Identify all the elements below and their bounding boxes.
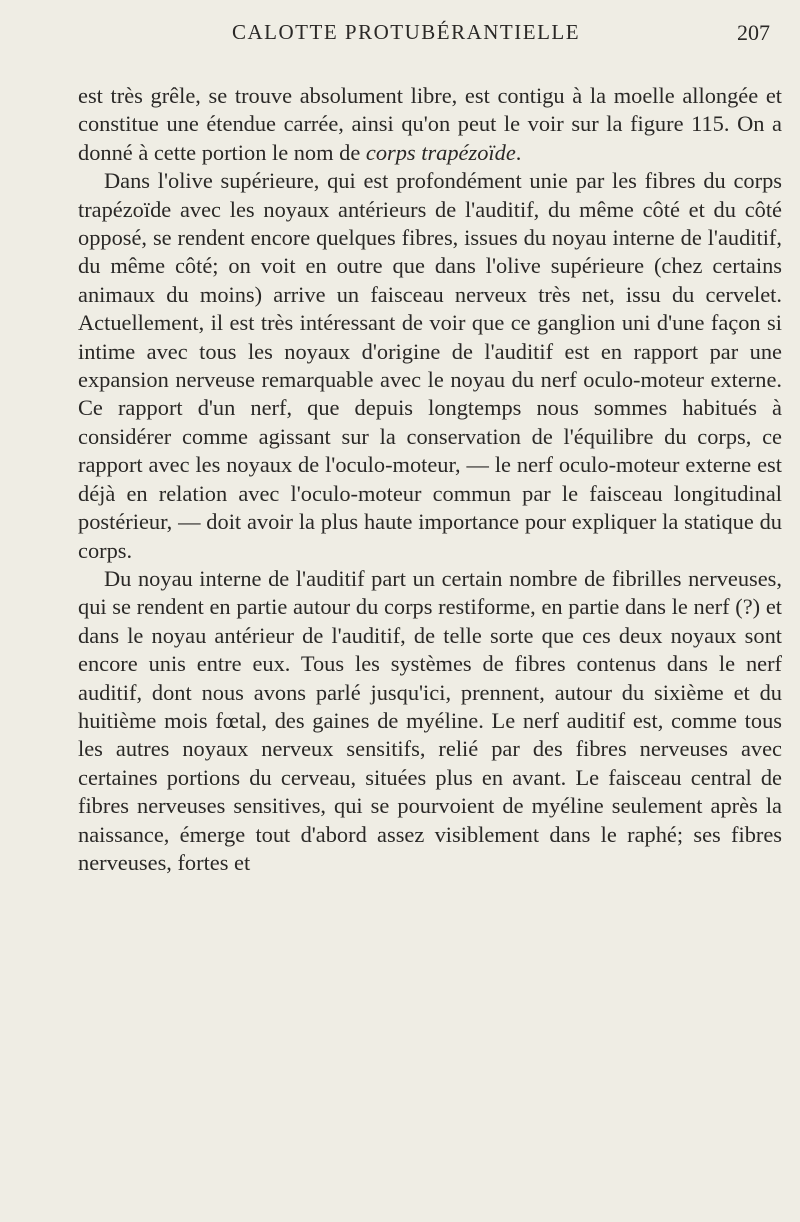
page-number: 207 (737, 20, 770, 45)
term-corps-trapezoide: corps trapézoïde (365, 139, 516, 165)
running-title: CALOTTE PROTUBÉRANTIELLE (232, 20, 581, 44)
paragraph-2: Dans l'olive supérieure, qui est profondément unie par les fibres du corps trapézoïde avec les noyaux antérieurs de l'auditif, du même côté et du côté opposé, se rendent encore quelques fibres, issues du noyau interne de l'auditif, du même côté; on voit en outre que dans l'olive supérieure (chez certains animaux du moins) arrive un faisceau nerveux très net, issu du cervelet. Actuellement, il est très intéressant de voir que ce ganglion uni d'une façon si intime avec tous les noyaux d'origine de l'auditif est en rapport par une expansion nerveuse remarquable avec le noyau du nerf oculo-moteur externe. Ce rapport d'un nerf, que depuis longtemps nous sommes habitués à considérer comme agissant sur la conservation de l'équilibre du corps, ce rapport avec les noyaux de l'oculo-moteur, — le nerf oculo-moteur externe est déjà en relation avec l'oculo-moteur commun par le faisceau longitudinal postérieur, — doit avoir la plus haute importance pour expliquer la statique du corps. (78, 168, 782, 563)
paragraph-1 (78, 82, 782, 167)
paragraph-1-tail: . (515, 139, 522, 165)
paragraph-1-text: est très grêle, se trouve absolument libre, est contigu à la moelle allongée et constitue une étendue carrée, ainsi qu'on peut le voir sur la figure 115. On a donné à cette portion le nom de (78, 83, 782, 165)
body-text (78, 82, 782, 877)
paragraph-3: Du noyau interne de l'auditif part un certain nombre de fibrilles nerveuses, qui se rendent en partie autour du corps restiforme, en partie dans le nerf (?) et dans le noyau antérieur de l'auditif, de telle sorte que ces deux noyaux sont encore unis entre eux. Tous les systèmes de fibres contenus dans le nerf auditif, dont nous avons parlé jusqu'ici, prennent, autour du sixième et du huitième mois fœtal, des gaines de myéline. Le nerf auditif est, comme tous les autres noyaux nerveux sensitifs, relié par des fibres nerveuses avec certaines portions du cerveau, situées plus en avant. Le faisceau central de fibres nerveuses sensitives, qui se pourvoient de myéline seulement après la naissance, émerge tout d'abord assez visiblement dans le raphé; ses fibres nerveuses, fortes et (78, 565, 782, 875)
running-head (0, 12, 800, 52)
